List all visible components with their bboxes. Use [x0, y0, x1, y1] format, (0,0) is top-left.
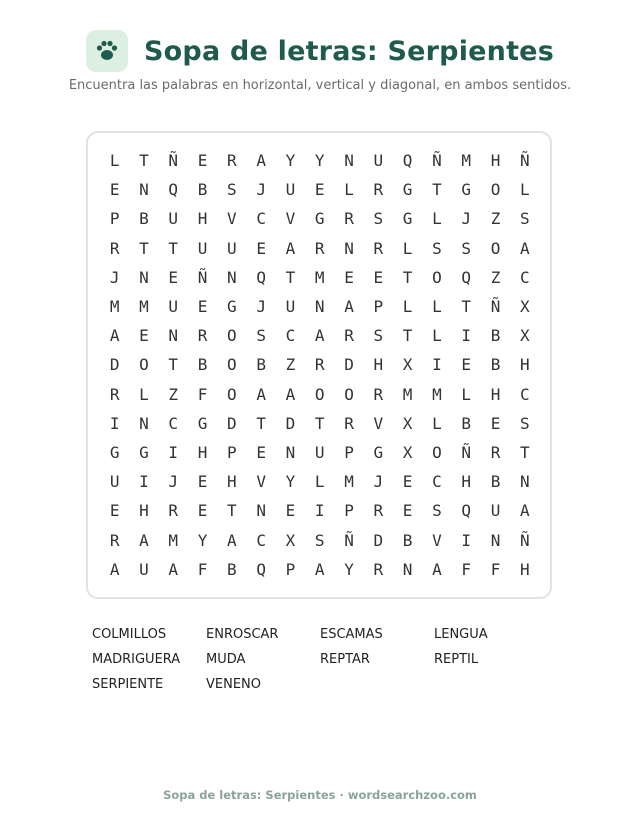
footer: Sopa de letras: Serpientes · wordsearchzoo.com	[163, 788, 477, 802]
grid-cell[interactable]: P	[227, 442, 237, 462]
grid-cell[interactable]: L	[432, 209, 442, 229]
grid-cell[interactable]: O	[432, 267, 442, 287]
header	[0, 30, 640, 72]
grid-cell[interactable]: F	[490, 559, 501, 579]
grid-cell[interactable]: P	[109, 209, 120, 229]
grid-cell[interactable]: N	[344, 238, 354, 258]
grid-cell[interactable]: C	[519, 267, 530, 287]
grid-cell[interactable]: S	[314, 530, 325, 550]
grid-cell[interactable]: Ñ	[432, 151, 442, 171]
word-item: LENGUA	[434, 627, 488, 642]
grid-cell[interactable]: I	[314, 501, 325, 521]
grid-cell[interactable]: H	[490, 384, 501, 404]
grid-cell[interactable]: H	[139, 501, 149, 521]
grid-row	[100, 204, 539, 233]
grid-cell[interactable]: N	[344, 151, 354, 171]
grid-cell[interactable]: L	[432, 413, 442, 433]
grid-cell[interactable]: J	[373, 472, 384, 492]
instructions: Encuentra las palabras en horizontal, vertical y diagonal, en ambos sentidos.	[68, 78, 572, 93]
grid-cell[interactable]: T	[402, 326, 413, 346]
grid-cell[interactable]: T	[519, 442, 530, 462]
grid-cell[interactable]: X	[402, 442, 413, 462]
grid-cell[interactable]: N	[139, 180, 149, 200]
grid-cell[interactable]: A	[256, 151, 266, 171]
grid-cell[interactable]: A	[256, 384, 266, 404]
word-item: REPTIL	[434, 652, 479, 667]
grid-cell[interactable]: T	[461, 297, 472, 317]
grid-cell[interactable]: S	[373, 326, 384, 346]
grid-cell[interactable]: S	[227, 180, 237, 200]
grid-cell[interactable]: S	[373, 209, 384, 229]
grid-cell[interactable]: J	[256, 180, 266, 200]
grid-cell[interactable]: O	[344, 384, 354, 404]
grid-cell[interactable]: E	[197, 151, 208, 171]
grid-cell[interactable]: I	[109, 413, 120, 433]
grid-cell[interactable]: E	[109, 501, 120, 521]
grid-cell[interactable]: Ñ	[519, 530, 530, 550]
grid-cell[interactable]: N	[168, 326, 179, 346]
word-item: SERPIENTE	[92, 677, 164, 692]
grid-cell[interactable]: M	[109, 297, 120, 317]
grid-cell[interactable]: Y	[314, 151, 325, 171]
grid-row	[100, 263, 539, 292]
grid-cell[interactable]: T	[402, 267, 413, 287]
grid-cell[interactable]: H	[461, 472, 472, 492]
grid-cell[interactable]: R	[344, 209, 354, 229]
grid-cell[interactable]: V	[227, 209, 237, 229]
grid-cell[interactable]: M	[461, 151, 472, 171]
grid-cell[interactable]: B	[461, 413, 472, 433]
grid-cell[interactable]: O	[314, 384, 325, 404]
grid-cell[interactable]: M	[314, 267, 325, 287]
grid-cell[interactable]: U	[168, 297, 179, 317]
grid-cell[interactable]: U	[197, 238, 208, 258]
grid-cell[interactable]: G	[109, 442, 120, 462]
grid-cell[interactable]: A	[314, 559, 325, 579]
grid-cell[interactable]: A	[519, 501, 530, 521]
grid-cell[interactable]: U	[314, 442, 325, 462]
grid-cell[interactable]: T	[139, 151, 149, 171]
grid-cell[interactable]: Ñ	[490, 297, 501, 317]
grid-cell[interactable]: R	[490, 442, 501, 462]
grid-cell[interactable]: R	[344, 326, 354, 346]
grid-cell[interactable]: E	[373, 267, 384, 287]
grid-cell[interactable]: U	[285, 297, 296, 317]
grid-cell[interactable]: X	[519, 297, 530, 317]
grid-cell[interactable]: R	[373, 501, 384, 521]
grid-cell[interactable]: Q	[461, 501, 472, 521]
grid-cell[interactable]: S	[519, 413, 530, 433]
grid-cell[interactable]: V	[373, 413, 384, 433]
grid-cell[interactable]: B	[227, 559, 237, 579]
grid-cell[interactable]: T	[227, 501, 237, 521]
grid-cell[interactable]: D	[227, 413, 237, 433]
grid-cell[interactable]: D	[344, 355, 354, 375]
grid-cell[interactable]: J	[461, 209, 472, 229]
grid-cell[interactable]: D	[373, 530, 384, 550]
grid-cell[interactable]: S	[519, 209, 530, 229]
grid-cell[interactable]: Y	[344, 559, 354, 579]
grid-cell[interactable]: R	[373, 559, 384, 579]
grid-cell[interactable]: B	[490, 472, 501, 492]
grid-cell[interactable]: U	[227, 238, 237, 258]
grid-cell[interactable]: Ñ	[344, 530, 354, 550]
grid-cell[interactable]: E	[285, 501, 296, 521]
grid-cell[interactable]: Ñ	[519, 151, 530, 171]
grid-cell[interactable]: U	[285, 180, 296, 200]
grid-cell[interactable]: N	[519, 472, 530, 492]
grid-cell[interactable]: Y	[285, 472, 296, 492]
grid-cell[interactable]: B	[197, 180, 208, 200]
grid-cell[interactable]: S	[432, 501, 442, 521]
grid-cell[interactable]: P	[344, 442, 354, 462]
grid-row	[100, 380, 539, 409]
grid-cell[interactable]: G	[461, 180, 472, 200]
grid-cell[interactable]: B	[490, 355, 501, 375]
grid-row	[100, 234, 539, 263]
grid-row	[100, 146, 539, 175]
grid-cell[interactable]: A	[432, 559, 442, 579]
word-item: COLMILLOS	[92, 627, 167, 642]
grid-row	[100, 467, 539, 496]
grid-cell[interactable]: H	[490, 151, 501, 171]
grid-cell[interactable]: T	[168, 238, 179, 258]
grid-cell[interactable]: Q	[256, 559, 266, 579]
grid-cell[interactable]: Ñ	[197, 267, 208, 287]
grid-cell[interactable]: A	[227, 530, 237, 550]
word-item: REPTAR	[320, 652, 370, 667]
grid-cell[interactable]: H	[519, 355, 530, 375]
grid-cell[interactable]: L	[402, 238, 413, 258]
grid-cell[interactable]: E	[402, 472, 413, 492]
grid-cell[interactable]: L	[314, 472, 325, 492]
grid-cell[interactable]: T	[168, 355, 179, 375]
grid-cell[interactable]: R	[344, 413, 354, 433]
grid-cell[interactable]: N	[402, 559, 413, 579]
grid-cell[interactable]: X	[402, 413, 413, 433]
grid-cell[interactable]: G	[314, 209, 325, 229]
grid-cell[interactable]: H	[227, 472, 237, 492]
grid-cell[interactable]: M	[139, 297, 149, 317]
grid-row	[100, 175, 539, 204]
grid-cell[interactable]: C	[432, 472, 442, 492]
grid-cell[interactable]: C	[519, 384, 530, 404]
grid-cell[interactable]: R	[168, 501, 179, 521]
grid-cell[interactable]: V	[432, 530, 442, 550]
grid-cell[interactable]: I	[432, 355, 442, 375]
grid-cell[interactable]: X	[402, 355, 413, 375]
grid-cell[interactable]: G	[373, 442, 384, 462]
grid-cell[interactable]: O	[227, 355, 237, 375]
grid-cell[interactable]: A	[285, 384, 296, 404]
grid-row	[100, 496, 539, 525]
grid-cell[interactable]: Q	[256, 267, 266, 287]
grid-cell[interactable]: M	[168, 530, 179, 550]
grid-cell[interactable]: Z	[490, 209, 501, 229]
grid-row	[100, 409, 539, 438]
grid-cell[interactable]: F	[197, 559, 208, 579]
grid-cell[interactable]: E	[402, 501, 413, 521]
grid-cell[interactable]: N	[256, 501, 266, 521]
grid-cell[interactable]: J	[168, 472, 179, 492]
grid-cell[interactable]: O	[227, 384, 237, 404]
grid-cell[interactable]: G	[402, 180, 413, 200]
grid-cell[interactable]: E	[256, 442, 266, 462]
grid-cell[interactable]: R	[109, 238, 120, 258]
grid-cell[interactable]: G	[139, 442, 149, 462]
grid-row	[100, 438, 539, 467]
grid-cell[interactable]: C	[256, 530, 266, 550]
grid-cell[interactable]: Q	[461, 267, 472, 287]
grid-cell[interactable]: D	[109, 355, 120, 375]
grid-cell[interactable]: E	[344, 267, 354, 287]
grid-cell[interactable]: Z	[285, 355, 296, 375]
grid-row	[100, 292, 539, 321]
grid-cell[interactable]: Q	[168, 180, 179, 200]
grid-cell[interactable]: V	[256, 472, 266, 492]
grid-cell[interactable]: L	[519, 180, 530, 200]
paw-icon	[86, 30, 128, 72]
grid-cell[interactable]: S	[461, 238, 472, 258]
grid-cell[interactable]: T	[314, 413, 325, 433]
grid-cell[interactable]: N	[139, 267, 149, 287]
grid-cell[interactable]: A	[344, 297, 354, 317]
grid-cell[interactable]: M	[432, 384, 442, 404]
grid-cell[interactable]: V	[285, 209, 296, 229]
grid-row	[100, 350, 539, 379]
grid-cell[interactable]: I	[461, 530, 472, 550]
grid-cell[interactable]: A	[109, 326, 120, 346]
grid-cell[interactable]: R	[373, 238, 384, 258]
grid-cell[interactable]: F	[197, 384, 208, 404]
grid-cell[interactable]: T	[285, 267, 296, 287]
grid-cell[interactable]: C	[168, 413, 179, 433]
grid-cell[interactable]: G	[197, 413, 208, 433]
grid-cell[interactable]: U	[373, 151, 384, 171]
grid-cell[interactable]: L	[402, 297, 413, 317]
grid-cell[interactable]: A	[519, 238, 530, 258]
grid-cell[interactable]: I	[168, 442, 179, 462]
grid-cell[interactable]: U	[168, 209, 179, 229]
grid-cell[interactable]: E	[256, 238, 266, 258]
word-item: ESCAMAS	[320, 627, 383, 642]
word-item: MADRIGUERA	[92, 652, 181, 667]
grid-cell[interactable]: A	[109, 559, 120, 579]
grid-cell[interactable]: B	[402, 530, 413, 550]
grid-cell[interactable]: R	[109, 530, 120, 550]
grid-cell[interactable]: Z	[168, 384, 179, 404]
grid-cell[interactable]: L	[139, 384, 149, 404]
grid-cell[interactable]: R	[373, 180, 384, 200]
grid-cell[interactable]: O	[227, 326, 237, 346]
grid-cell[interactable]: T	[139, 238, 149, 258]
grid-cell[interactable]: A	[285, 238, 296, 258]
grid-cell[interactable]: S	[432, 238, 442, 258]
grid-cell[interactable]: E	[461, 355, 472, 375]
grid-cell[interactable]: Ñ	[168, 151, 179, 171]
grid-cell[interactable]: T	[256, 413, 266, 433]
grid-cell[interactable]: Y	[285, 151, 296, 171]
grid-cell[interactable]: B	[139, 209, 149, 229]
grid-cell[interactable]: O	[139, 355, 149, 375]
grid-cell[interactable]: P	[373, 297, 384, 317]
grid-row	[100, 555, 539, 584]
grid-cell[interactable]: M	[402, 384, 413, 404]
word-item: ENROSCAR	[206, 627, 279, 642]
grid-cell[interactable]: P	[344, 501, 354, 521]
grid-cell[interactable]: N	[314, 297, 325, 317]
word-list	[92, 626, 548, 693]
grid-cell[interactable]: R	[314, 238, 325, 258]
grid-cell[interactable]: P	[285, 559, 296, 579]
grid-cell[interactable]: L	[432, 297, 442, 317]
grid-row	[100, 321, 539, 350]
grid-cell[interactable]: N	[285, 442, 296, 462]
grid-cell[interactable]: R	[109, 384, 120, 404]
grid-cell[interactable]: N	[490, 530, 501, 550]
grid-cell[interactable]: E	[109, 180, 120, 200]
grid-cell[interactable]: G	[227, 297, 237, 317]
grid-cell[interactable]: H	[197, 442, 208, 462]
grid-cell[interactable]: B	[256, 355, 266, 375]
grid-cell[interactable]: A	[314, 326, 325, 346]
grid-cell[interactable]: Z	[490, 267, 501, 287]
grid-cell[interactable]: F	[461, 559, 472, 579]
grid-cell[interactable]: R	[227, 151, 237, 171]
grid-cell[interactable]: R	[197, 326, 208, 346]
grid-cell[interactable]: I	[461, 326, 472, 346]
grid-cell[interactable]: H	[197, 209, 208, 229]
grid-cell[interactable]: B	[197, 355, 208, 375]
grid-cell[interactable]: T	[432, 180, 442, 200]
grid-cell[interactable]: A	[139, 530, 149, 550]
grid-cell[interactable]: R	[314, 355, 325, 375]
grid-cell[interactable]: L	[344, 180, 354, 200]
grid-cell[interactable]: E	[197, 297, 208, 317]
grid-cell[interactable]: U	[109, 472, 120, 492]
grid-cell[interactable]: E	[197, 472, 208, 492]
grid-cell[interactable]: H	[519, 559, 530, 579]
grid-cell[interactable]: D	[285, 413, 296, 433]
grid-cell[interactable]: L	[109, 151, 120, 171]
word-item: VENENO	[206, 677, 262, 692]
word-item: MUDA	[206, 652, 246, 667]
grid-cell[interactable]: S	[256, 326, 266, 346]
grid-cell[interactable]: L	[432, 326, 442, 346]
page-title: Sopa de letras: Serpientes	[144, 35, 554, 67]
grid-cell[interactable]: O	[432, 442, 442, 462]
grid-cell[interactable]: E	[139, 326, 149, 346]
grid-cell[interactable]: O	[490, 238, 501, 258]
grid-cell[interactable]: M	[344, 472, 354, 492]
grid-cell[interactable]: G	[402, 209, 413, 229]
grid-cell[interactable]: R	[373, 384, 384, 404]
letter-grid	[100, 146, 539, 584]
grid-cell[interactable]: Ñ	[461, 442, 472, 462]
grid-cell[interactable]: C	[256, 209, 266, 229]
grid-cell[interactable]: J	[256, 297, 266, 317]
grid-cell[interactable]: J	[109, 267, 120, 287]
grid-cell[interactable]: B	[490, 326, 501, 346]
grid-cell[interactable]: Y	[197, 530, 208, 550]
grid-cell[interactable]: X	[519, 326, 530, 346]
grid-cell[interactable]: L	[461, 384, 472, 404]
grid-cell[interactable]: X	[285, 530, 296, 550]
grid-cell[interactable]: I	[139, 472, 149, 492]
grid-cell[interactable]: H	[373, 355, 384, 375]
grid-cell[interactable]: E	[490, 413, 501, 433]
grid-cell[interactable]: N	[139, 413, 149, 433]
grid-cell[interactable]: E	[197, 501, 208, 521]
grid-cell[interactable]: E	[314, 180, 325, 200]
grid-cell[interactable]: U	[490, 501, 501, 521]
grid-row	[100, 525, 539, 554]
grid-cell[interactable]: E	[168, 267, 179, 287]
grid-cell[interactable]: Q	[402, 151, 413, 171]
grid-cell[interactable]: N	[227, 267, 237, 287]
grid-cell[interactable]: A	[168, 559, 179, 579]
grid-cell[interactable]: C	[285, 326, 296, 346]
grid-cell[interactable]: O	[490, 180, 501, 200]
grid-cell[interactable]: U	[139, 559, 149, 579]
